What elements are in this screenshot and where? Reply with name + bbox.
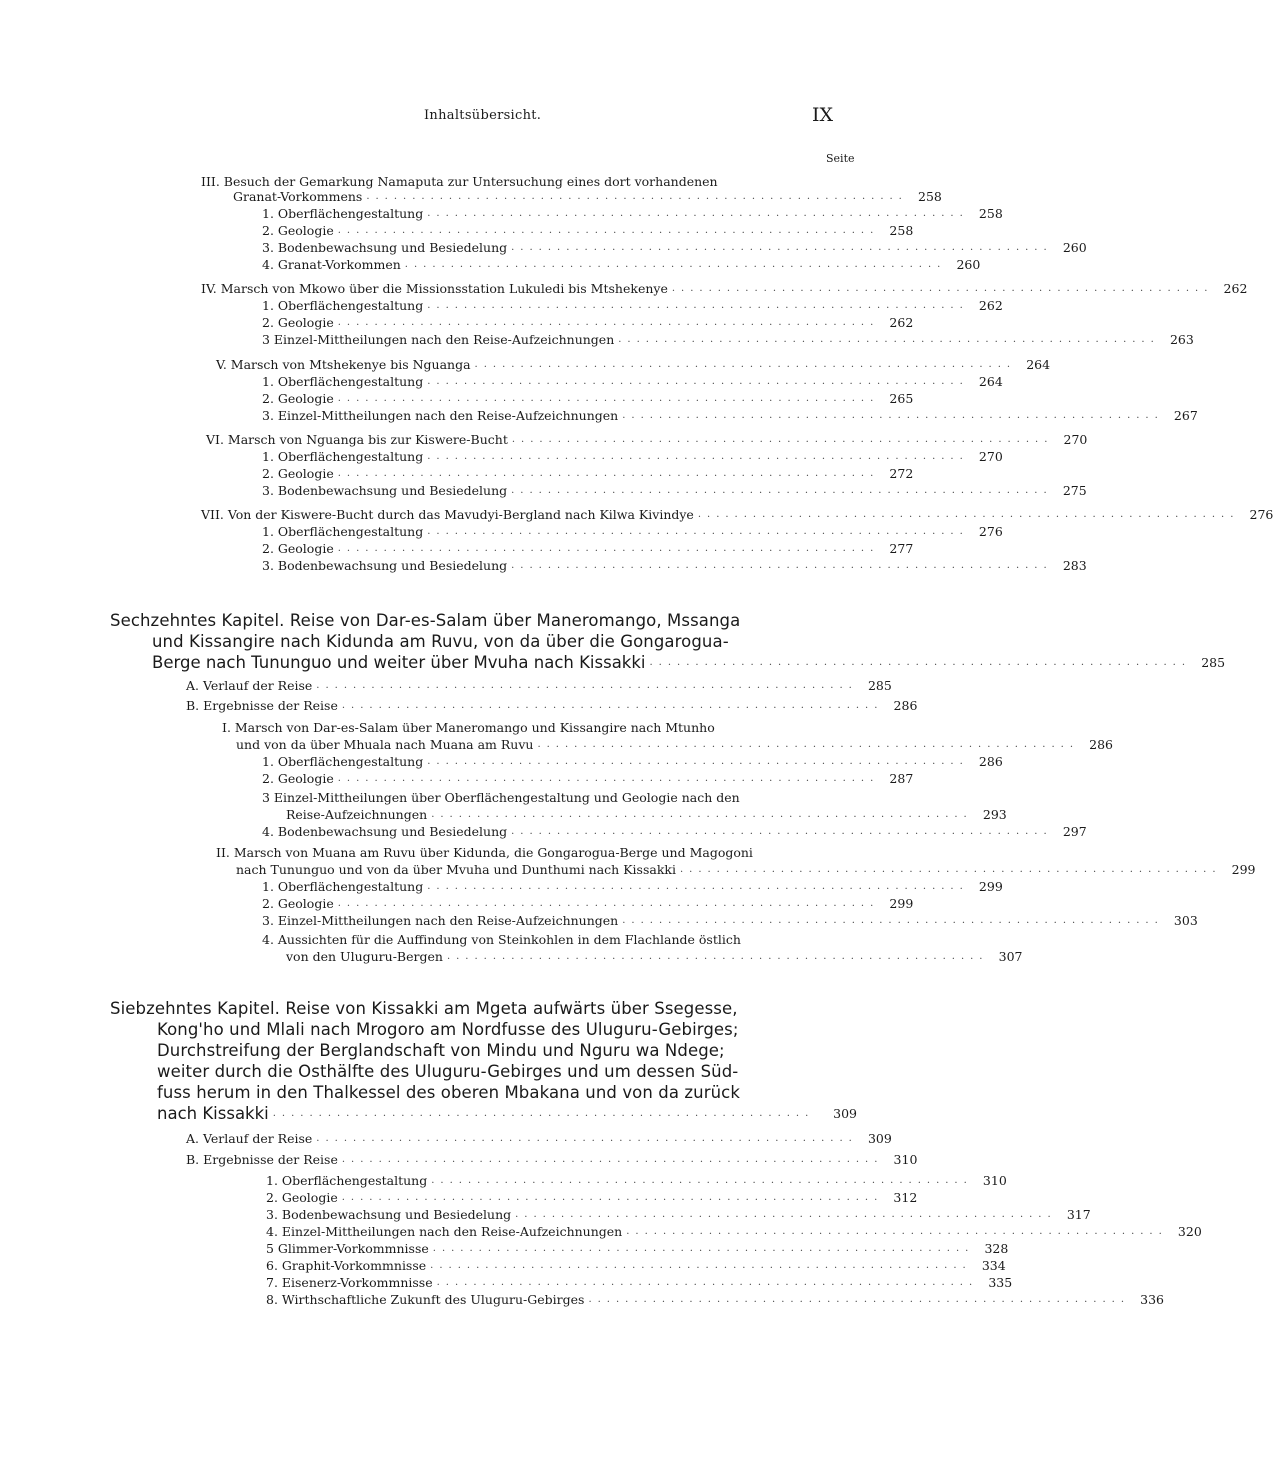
entry-page: 264 [978, 374, 1003, 389]
toc-entry [262, 205, 1003, 221]
chapter-heading-line: und Kissangire nach Kidunda am Ruvu, von da über die Gongarogua- [152, 632, 729, 651]
leader-dots: ........................................................... [427, 300, 969, 311]
entry-title: 2. Geologie [262, 771, 334, 786]
toc-entry [266, 1274, 1013, 1290]
toc-entry-heading: 4. Aussichten für die Auffindung von Steinkohlen in dem Flachlande östlich [262, 932, 741, 947]
entry-page: 297 [1062, 824, 1087, 839]
toc-entry [286, 948, 1023, 964]
toc-entry [262, 482, 1087, 498]
toc-entry [233, 188, 942, 204]
leader-dots: ........................................................... [366, 191, 908, 202]
leader-dots: ........................................................... [404, 259, 947, 270]
entry-page: 299 [978, 879, 1003, 894]
toc-entry [262, 239, 1087, 255]
entry-page: 303 [1173, 913, 1198, 928]
toc-entry [262, 222, 914, 238]
entry-page: 320 [1177, 1224, 1202, 1239]
leader-dots: ........................................................... [622, 410, 1164, 421]
leader-dots: ........................................................... [697, 509, 1240, 520]
toc-entry [262, 297, 1003, 313]
leader-dots: ........................................................... [316, 680, 858, 691]
entry-page: 334 [981, 1258, 1006, 1273]
chapter-heading-line: fuss herum in den Thalkessel des oberen Mbakana und von da zurück [157, 1083, 740, 1102]
leader-dots: ........................................................... [427, 756, 969, 767]
entry-title: 2. Geologie [266, 1190, 338, 1205]
toc-entry-heading [206, 431, 1088, 447]
entry-page: 335 [988, 1275, 1013, 1290]
entry-page: 265 [889, 391, 914, 406]
entry-title: 1. Oberflächengestaltung [262, 449, 424, 464]
entry-page: 267 [1173, 408, 1198, 423]
leader-dots: ........................................................... [337, 317, 880, 328]
entry-title: 1. Oberflächengestaltung [262, 298, 424, 313]
leader-dots: ........................................................... [337, 468, 880, 479]
entry-page: 262 [889, 315, 914, 330]
entry-title: 3. Einzel-Mittheilungen nach den Reise-Aufzeichnungen [262, 913, 619, 928]
entry-page: 277 [889, 541, 914, 556]
leader-dots: ........................................................... [474, 359, 1017, 370]
entry-title: 3. Einzel-Mittheilungen nach den Reise-Aufzeichnungen [262, 408, 619, 423]
leader-dots: ........................................................... [679, 864, 1222, 875]
entry-page: 309 [867, 1131, 892, 1146]
leader-dots: ........................................................... [537, 739, 1079, 750]
toc-entry [262, 256, 981, 272]
entry-title: 3. Bodenbewachsung und Besiedelung [266, 1207, 512, 1222]
toc-entry [262, 912, 1198, 928]
entry-title: 1. Oberflächengestaltung [262, 374, 424, 389]
leader-dots: ........................................................... [626, 1226, 1168, 1237]
chapter-heading-line: Kong'ho und Mlali nach Mrogoro am Nordfusse des Uluguru-Gebirges; [157, 1020, 739, 1039]
chapter-heading-line: weiter durch die Osthälfte des Uluguru-Gebirges und um dessen Süd- [157, 1062, 739, 1081]
leader-dots: ........................................................... [511, 560, 1053, 571]
entry-title: IV. Marsch von Mkowo über die Missionsstation Lukuledi bis Mtshekenye [201, 281, 668, 296]
toc-entry [266, 1189, 918, 1205]
entry-page: 264 [1026, 357, 1051, 372]
entry-title: 8. Wirthschaftliche Zukunft des Uluguru-Gebirges [266, 1292, 585, 1307]
toc-entry [262, 557, 1087, 573]
entry-title: 1. Oberflächengestaltung [262, 524, 424, 539]
leader-dots: ........................................................... [436, 1277, 979, 1288]
entry-page: 286 [893, 698, 918, 713]
toc-entry [262, 540, 914, 556]
toc-entry-heading [201, 280, 1248, 296]
toc-entry [236, 736, 1113, 752]
toc-entry [266, 1206, 1091, 1222]
entry-page: 258 [978, 206, 1003, 221]
leader-dots: ........................................................... [618, 334, 1160, 345]
entry-title: Reise-Aufzeichnungen [286, 807, 428, 822]
chapter-heading-line: Siebzehntes Kapitel. Reise von Kissakki am Mgeta aufwärts über Ssegesse, [110, 999, 738, 1018]
toc-entry-heading [201, 506, 1273, 522]
entry-title: 3. Bodenbewachsung und Besiedelung [262, 558, 508, 573]
entry-page: 312 [893, 1190, 918, 1205]
chapter-heading-line [157, 1103, 857, 1124]
toc-entry [262, 753, 1003, 769]
leader-dots: ........................................................... [427, 208, 969, 219]
entry-title: 1. Oberflächengestaltung [266, 1173, 428, 1188]
entry-title: B. Ergebnisse der Reise [186, 698, 338, 713]
leader-dots: ........................................................... [337, 543, 880, 554]
entry-title: 6. Graphit-Vorkommnisse [266, 1258, 427, 1273]
entry-title: VI. Marsch von Nguanga bis zur Kiswere-Bucht [206, 432, 508, 447]
entry-page: 328 [984, 1241, 1009, 1256]
toc-entry [262, 770, 914, 786]
chapter-heading-line [152, 652, 1226, 673]
entry-title: Granat-Vorkommens [233, 189, 363, 204]
toc-entry [262, 407, 1198, 423]
toc-entry [262, 823, 1087, 839]
running-title: Inhaltsübersicht. [424, 108, 542, 123]
leader-dots: ........................................................... [337, 393, 880, 404]
toc-entry [262, 448, 1003, 464]
entry-title: 2. Geologie [262, 223, 334, 238]
entry-title: B. Ergebnisse der Reise [186, 1152, 338, 1167]
page-column-label: Seite [826, 152, 855, 165]
toc-entry [266, 1291, 1164, 1307]
entry-page: 263 [1169, 332, 1194, 347]
leader-dots: ........................................................... [427, 526, 969, 537]
entry-page: 287 [889, 771, 914, 786]
entry-page: 286 [1089, 737, 1113, 752]
entry-title: 4. Bodenbewachsung und Besiedelung [262, 824, 508, 839]
toc-entry-heading: III. Besuch der Gemarkung Namaputa zur Untersuchung eines dort vorhandenen [201, 174, 718, 189]
leader-dots: ........................................................... [511, 826, 1053, 837]
toc-entry [262, 878, 1003, 894]
entry-page: 276 [978, 524, 1003, 539]
entry-title: 2. Geologie [262, 466, 334, 481]
leader-dots: ........................................................... [427, 881, 969, 892]
entry-title: V. Marsch von Mtshekenye bis Nguanga [216, 357, 471, 372]
toc-entry [266, 1240, 1009, 1256]
entry-page: 270 [1063, 432, 1088, 447]
entry-title: A. Verlauf der Reise [186, 678, 313, 693]
toc-entry [266, 1172, 1007, 1188]
entry-title: 2. Geologie [262, 896, 334, 911]
entry-page: 307 [998, 949, 1023, 964]
entry-title: und von da über Mhuala nach Muana am Ruvu [236, 737, 534, 752]
toc-entry [262, 390, 914, 406]
toc-entry [262, 523, 1003, 539]
entry-page: 260 [956, 257, 981, 272]
entry-page: 283 [1062, 558, 1087, 573]
toc-entry-heading: 3 Einzel-Mittheilungen über Oberflächengestaltung und Geologie nach den [262, 790, 740, 805]
leader-dots: ........................................................... [341, 1192, 884, 1203]
leader-dots: ........................................................... [649, 657, 1192, 668]
entry-page: 293 [982, 807, 1007, 822]
entry-title: A. Verlauf der Reise [186, 1131, 313, 1146]
leader-dots: ........................................................... [431, 809, 973, 820]
entry-page: 285 [867, 678, 892, 693]
entry-title: 1. Oberflächengestaltung [262, 754, 424, 769]
entry-page: 272 [889, 466, 914, 481]
entry-title: 5 Glimmer-Vorkommnisse [266, 1241, 429, 1256]
entry-page: 286 [978, 754, 1003, 769]
entry-page: 309 [833, 1106, 857, 1121]
entry-page: 275 [1062, 483, 1087, 498]
leader-dots: ........................................................... [432, 1243, 975, 1254]
leader-dots: ........................................................... [622, 915, 1164, 926]
leader-dots: ........................................................... [316, 1133, 858, 1144]
leader-dots: ........................................................... [337, 225, 880, 236]
toc-entry [286, 806, 1007, 822]
leader-dots: ........................................................... [337, 898, 880, 909]
entry-title: 2. Geologie [262, 391, 334, 406]
leader-dots: ........................................................... [511, 434, 1054, 445]
entry-page: 270 [978, 449, 1003, 464]
chapter-heading-line: Sechzehntes Kapitel. Reise von Dar-es-Salam über Maneromango, Mssanga [110, 611, 741, 630]
leader-dots: ........................................................... [515, 1209, 1057, 1220]
entry-page: 260 [1062, 240, 1087, 255]
toc-entry [186, 1151, 918, 1167]
toc-entry [266, 1257, 1006, 1273]
toc-entry [262, 895, 914, 911]
entry-title: 7. Eisenerz-Vorkommnisse [266, 1275, 433, 1290]
entry-page: 336 [1140, 1292, 1164, 1307]
toc-entry [262, 331, 1194, 347]
entry-title: 3. Bodenbewachsung und Besiedelung [262, 483, 508, 498]
page-number: IX [812, 104, 834, 126]
entry-title: 2. Geologie [262, 541, 334, 556]
chapter-heading-line: Durchstreifung der Berglandschaft von Mindu und Nguru wa Ndege; [157, 1041, 725, 1060]
toc-entry-heading: I. Marsch von Dar-es-Salam über Maneromango und Kissangire nach Mtunho [222, 720, 715, 735]
leader-dots: ........................................................... [511, 242, 1053, 253]
leader-dots: ........................................................... [671, 283, 1214, 294]
toc-entry-heading [216, 356, 1051, 372]
entry-title: nach Tununguo und von da über Mvuha und Dunthumi nach Kissakki [236, 862, 676, 877]
leader-dots: ........................................................... [431, 1175, 973, 1186]
toc-entry [186, 677, 892, 693]
toc-entry [186, 697, 918, 713]
leader-dots: ........................................................... [341, 700, 884, 711]
leader-dots: ........................................................... [511, 485, 1053, 496]
entry-page: 262 [978, 298, 1003, 313]
entry-title: 1. Oberflächengestaltung [262, 879, 424, 894]
leader-dots: ........................................................... [446, 951, 989, 962]
toc-entry-heading: II. Marsch von Muana am Ruvu über Kidunda, die Gongarogua-Berge und Magogoni [216, 845, 753, 860]
entry-page: 299 [1231, 862, 1256, 877]
entry-page: 299 [889, 896, 914, 911]
entry-page: 285 [1201, 655, 1226, 670]
entry-page: 317 [1066, 1207, 1091, 1222]
leader-dots: ........................................................... [427, 451, 969, 462]
leader-dots: ........................................................... [427, 376, 969, 387]
leader-dots: ........................................................... [430, 1260, 972, 1271]
entry-title: 3 Einzel-Mittheilungen nach den Reise-Aufzeichnungen [262, 332, 615, 347]
entry-title: 2. Geologie [262, 315, 334, 330]
leader-dots: ........................................................... [341, 1154, 884, 1165]
entry-title: 1. Oberflächengestaltung [262, 206, 424, 221]
entry-page: 310 [982, 1173, 1007, 1188]
toc-entry [186, 1130, 892, 1146]
leader-dots: ........................................................... [588, 1294, 1130, 1305]
toc-entry [236, 861, 1256, 877]
entry-title: 3. Bodenbewachsung und Besiedelung [262, 240, 508, 255]
entry-title: von den Uluguru-Bergen [286, 949, 443, 964]
entry-title: 4. Einzel-Mittheilungen nach den Reise-Aufzeichnungen [266, 1224, 623, 1239]
entry-page: 262 [1223, 281, 1248, 296]
toc-entry [262, 373, 1003, 389]
entry-page: 258 [918, 189, 942, 204]
leader-dots: ........................................................... [337, 773, 880, 784]
toc-entry [262, 314, 914, 330]
leader-dots: ........................................................... [272, 1108, 815, 1119]
entry-title: nach Kissakki [157, 1104, 269, 1123]
entry-page: 276 [1249, 507, 1273, 522]
toc-entry [266, 1223, 1202, 1239]
entry-title: 4. Granat-Vorkommen [262, 257, 401, 272]
entry-title: Berge nach Tununguo und weiter über Mvuha nach Kissakki [152, 653, 646, 672]
toc-entry [262, 465, 914, 481]
entry-page: 310 [893, 1152, 918, 1167]
entry-title: VII. Von der Kiswere-Bucht durch das Mavudyi-Bergland nach Kilwa Kivindye [201, 507, 694, 522]
entry-page: 258 [889, 223, 914, 238]
